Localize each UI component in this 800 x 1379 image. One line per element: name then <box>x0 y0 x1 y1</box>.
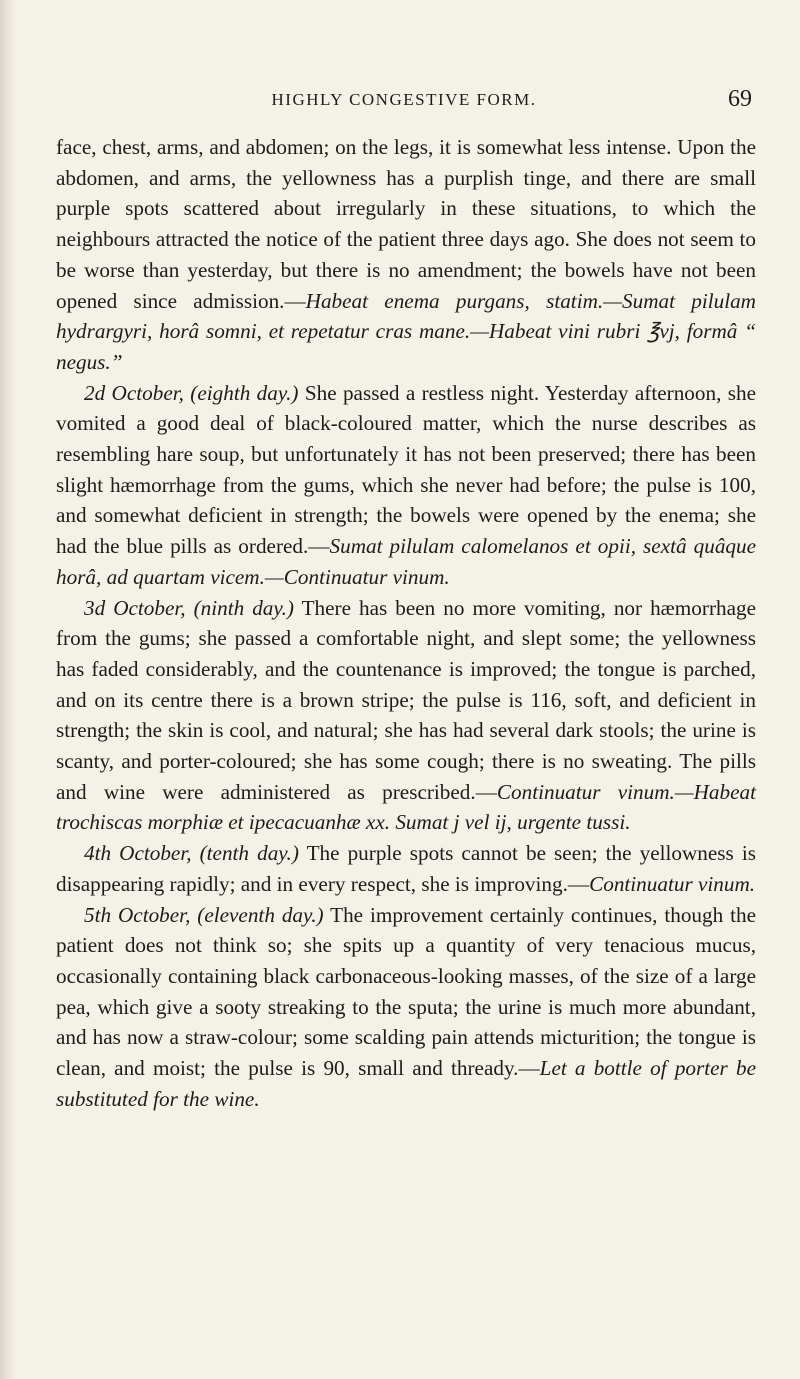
entry-date-3: 3d October, (ninth day.) <box>84 595 294 620</box>
page-number: 69 <box>728 86 752 112</box>
paragraph-2 <box>56 378 756 593</box>
entry-date-4: 4th October, (tenth day.) <box>84 841 299 866</box>
paragraph-1 <box>56 132 756 378</box>
entry-date-2: 2d October, (eighth day.) <box>84 380 299 405</box>
paragraph-2-text: She passed a restless night. Yesterday afternoon, she vomited a good deal of black-coloured matter, which the nurse describes as resembling hare soup, but unfortunately it has not been preserved; there has been slight hæmorrhage from the gums, which she never had before; the pulse is 100, and somewhat deficient in strength; the bowels were opened by the enema; she had the blue pills as ordered.— <box>56 380 756 559</box>
paragraph-5-text: The improvement certainly continues, though the patient does not think so; she spits up a quantity of very tenacious mucus, occasionally containing black carbonaceous-looking masses, of the size of a large pea, which give a sooty streaking to the sputa; the urine is much more abundant, and has now a straw-colour; some scalding pain attends micturition; the tongue is clean, and moist; the pulse is 90, small and thready.— <box>56 902 756 1081</box>
prescription-4: Continuatur vinum. <box>589 871 756 896</box>
prescription-2: Sumat pilulam calomelanos et opii, sextâ quâque horâ, ad quartam vicem.—Continuatur vinum. <box>56 534 757 589</box>
running-title: HIGHLY CONGESTIVE FORM. <box>271 90 537 109</box>
paragraph-4 <box>56 838 756 899</box>
prescription-1: Habeat enema purgans, statim.—Sumat pilulam hydrargyri, horâ somni, et repetatur cras mane.—Habeat vini rubri ℥vj, formâ “ negus.” <box>56 288 756 374</box>
prescription-3: Continuatur vinum.—Habeat trochiscas morphiæ et ipecacuanhæ xx. Sumat j vel ij, urgente tussi. <box>56 779 757 835</box>
paragraph-1-text: face, chest, arms, and abdomen; on the legs, it is somewhat less intense. Upon the abdomen, and arms, the yellowness has a purplish tinge, and there are small purple spots scattered about irregularly in these situations, to which the neighbours attracted the notice of the patient three days ago. She does not seem to be worse than yesterday, but there is no amendment; the bowels have not been opened since admission.— <box>56 135 756 313</box>
prescription-5: Let a bottle of porter be substituted for the wine. <box>56 1056 756 1111</box>
gutter-shadow <box>0 0 16 1379</box>
paragraph-5 <box>56 900 756 1115</box>
entry-date-5: 5th October, (eleventh day.) <box>84 902 324 927</box>
paragraph-4-text: The purple spots cannot be seen; the yellowness is disappearing rapidly; and in every respect, she is improving.— <box>56 841 756 896</box>
body-text <box>56 132 756 1115</box>
running-head <box>56 86 752 116</box>
paragraph-3 <box>56 593 756 839</box>
paragraph-3-text: There has been no more vomiting, nor hæmorrhage from the gums; she passed a comfortable night, and slept some; the yellowness has faded considerably, and the countenance is improved; the tongue is parched, and on its centre there is a brown stripe; the pulse is 116, soft, and deficient in strength; the skin is cool, and natural; she has had several dark stools; the urine is scanty, and porter-coloured; she has some cough; there is no sweating. The pills and wine were administered as prescribed.— <box>56 595 756 804</box>
